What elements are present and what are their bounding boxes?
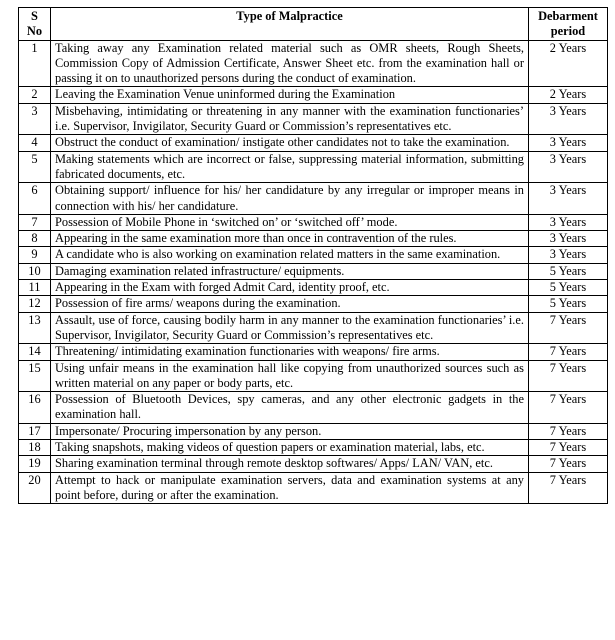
row-debarment-period: 5 Years [529, 296, 608, 312]
row-malpractice-description: Damaging examination related infrastructure/ equipments. [51, 263, 529, 279]
row-debarment-period: 5 Years [529, 280, 608, 296]
row-malpractice-description: Obstruct the conduct of examination/ instigate other candidates not to take the examination. [51, 135, 529, 151]
table-row [19, 472, 608, 504]
table-row [19, 231, 608, 247]
table-row [19, 344, 608, 360]
table-row [19, 263, 608, 279]
row-debarment-period: 3 Years [529, 247, 608, 263]
row-malpractice-description: Taking snapshots, making videos of question papers or examination material, labs, etc. [51, 440, 529, 456]
row-malpractice-description: Possession of fire arms/ weapons during the examination. [51, 296, 529, 312]
table-row [19, 392, 608, 424]
row-debarment-period: 7 Years [529, 344, 608, 360]
row-debarment-period: 3 Years [529, 214, 608, 230]
row-malpractice-description: Appearing in the same examination more than once in contravention of the rules. [51, 231, 529, 247]
row-serial-number: 11 [19, 280, 51, 296]
table-row [19, 296, 608, 312]
row-malpractice-description: Sharing examination terminal through remote desktop softwares/ Apps/ LAN/ VAN, etc. [51, 456, 529, 472]
row-debarment-period: 7 Years [529, 456, 608, 472]
table-row [19, 183, 608, 215]
table-row [19, 440, 608, 456]
row-serial-number: 6 [19, 183, 51, 215]
row-debarment-period: 7 Years [529, 360, 608, 392]
table-row [19, 40, 608, 87]
table-header-row [19, 8, 608, 41]
row-debarment-period: 7 Years [529, 312, 608, 344]
row-serial-number: 14 [19, 344, 51, 360]
table-row [19, 312, 608, 344]
table-row [19, 135, 608, 151]
row-debarment-period: 3 Years [529, 151, 608, 183]
row-serial-number: 17 [19, 423, 51, 439]
row-debarment-period: 3 Years [529, 103, 608, 135]
row-debarment-period: 7 Years [529, 440, 608, 456]
row-serial-number: 9 [19, 247, 51, 263]
row-serial-number: 8 [19, 231, 51, 247]
row-malpractice-description: Taking away any Examination related material such as OMR sheets, Rough Sheets, Commission Copy of Admission Certificate, Answer Sheet etc. from the examination hall or passing it on to unauthorized persons during the conduct of examination. [51, 40, 529, 87]
row-serial-number: 12 [19, 296, 51, 312]
row-malpractice-description: Appearing in the Exam with forged Admit Card, identity proof, etc. [51, 280, 529, 296]
table-row [19, 456, 608, 472]
table-row [19, 214, 608, 230]
row-malpractice-description: Possession of Bluetooth Devices, spy cameras, and any other electronic gadgets in the examination hall. [51, 392, 529, 424]
row-serial-number: 5 [19, 151, 51, 183]
table-row [19, 247, 608, 263]
row-serial-number: 2 [19, 87, 51, 103]
header-serial-no: S No [19, 8, 51, 41]
row-serial-number: 10 [19, 263, 51, 279]
row-debarment-period: 2 Years [529, 40, 608, 87]
row-serial-number: 15 [19, 360, 51, 392]
table-row [19, 280, 608, 296]
row-serial-number: 1 [19, 40, 51, 87]
row-debarment-period: 3 Years [529, 231, 608, 247]
row-debarment-period: 2 Years [529, 87, 608, 103]
row-malpractice-description: Obtaining support/ influence for his/ her candidature by any irregular or improper means in connection with his/ her candidature. [51, 183, 529, 215]
row-malpractice-description: Threatening/ intimidating examination functionaries with weapons/ fire arms. [51, 344, 529, 360]
row-malpractice-description: Making statements which are incorrect or false, suppressing material information, submitting fabricated documents, etc. [51, 151, 529, 183]
table-row [19, 87, 608, 103]
row-serial-number: 4 [19, 135, 51, 151]
row-debarment-period: 3 Years [529, 135, 608, 151]
row-malpractice-description: Misbehaving, intimidating or threatening in any manner with the examination functionaries’ i.e. Supervisor, Invigilator, Security Guard or Commission’s representatives etc. [51, 103, 529, 135]
row-serial-number: 7 [19, 214, 51, 230]
row-malpractice-description: Using unfair means in the examination hall like copying from unauthorized sources such as written material on any paper or body parts, etc. [51, 360, 529, 392]
row-debarment-period: 7 Years [529, 392, 608, 424]
table-body [19, 40, 608, 504]
row-serial-number: 18 [19, 440, 51, 456]
row-malpractice-description: A candidate who is also working on examination related matters in the same examination. [51, 247, 529, 263]
row-debarment-period: 7 Years [529, 423, 608, 439]
malpractice-table [18, 7, 608, 504]
table-row [19, 360, 608, 392]
row-malpractice-description: Possession of Mobile Phone in ‘switched on’ or ‘switched off’ mode. [51, 214, 529, 230]
row-malpractice-description: Impersonate/ Procuring impersonation by any person. [51, 423, 529, 439]
table-row [19, 423, 608, 439]
row-malpractice-description: Leaving the Examination Venue uninformed during the Examination [51, 87, 529, 103]
row-debarment-period: 7 Years [529, 472, 608, 504]
row-debarment-period: 5 Years [529, 263, 608, 279]
header-type-of-malpractice: Type of Malpractice [51, 8, 529, 41]
table-row [19, 151, 608, 183]
row-serial-number: 19 [19, 456, 51, 472]
malpractice-document [18, 7, 607, 504]
row-serial-number: 3 [19, 103, 51, 135]
row-malpractice-description: Attempt to hack or manipulate examination servers, data and examination systems at any point before, during or after the examination. [51, 472, 529, 504]
row-serial-number: 20 [19, 472, 51, 504]
table-row [19, 103, 608, 135]
row-debarment-period: 3 Years [529, 183, 608, 215]
row-serial-number: 13 [19, 312, 51, 344]
header-debarment-period: Debarment period [529, 8, 608, 41]
row-serial-number: 16 [19, 392, 51, 424]
row-malpractice-description: Assault, use of force, causing bodily harm in any manner to the examination functionaries’ i.e. Supervisor, Invigilator, Security Guard or Commission’s representatives etc. [51, 312, 529, 344]
